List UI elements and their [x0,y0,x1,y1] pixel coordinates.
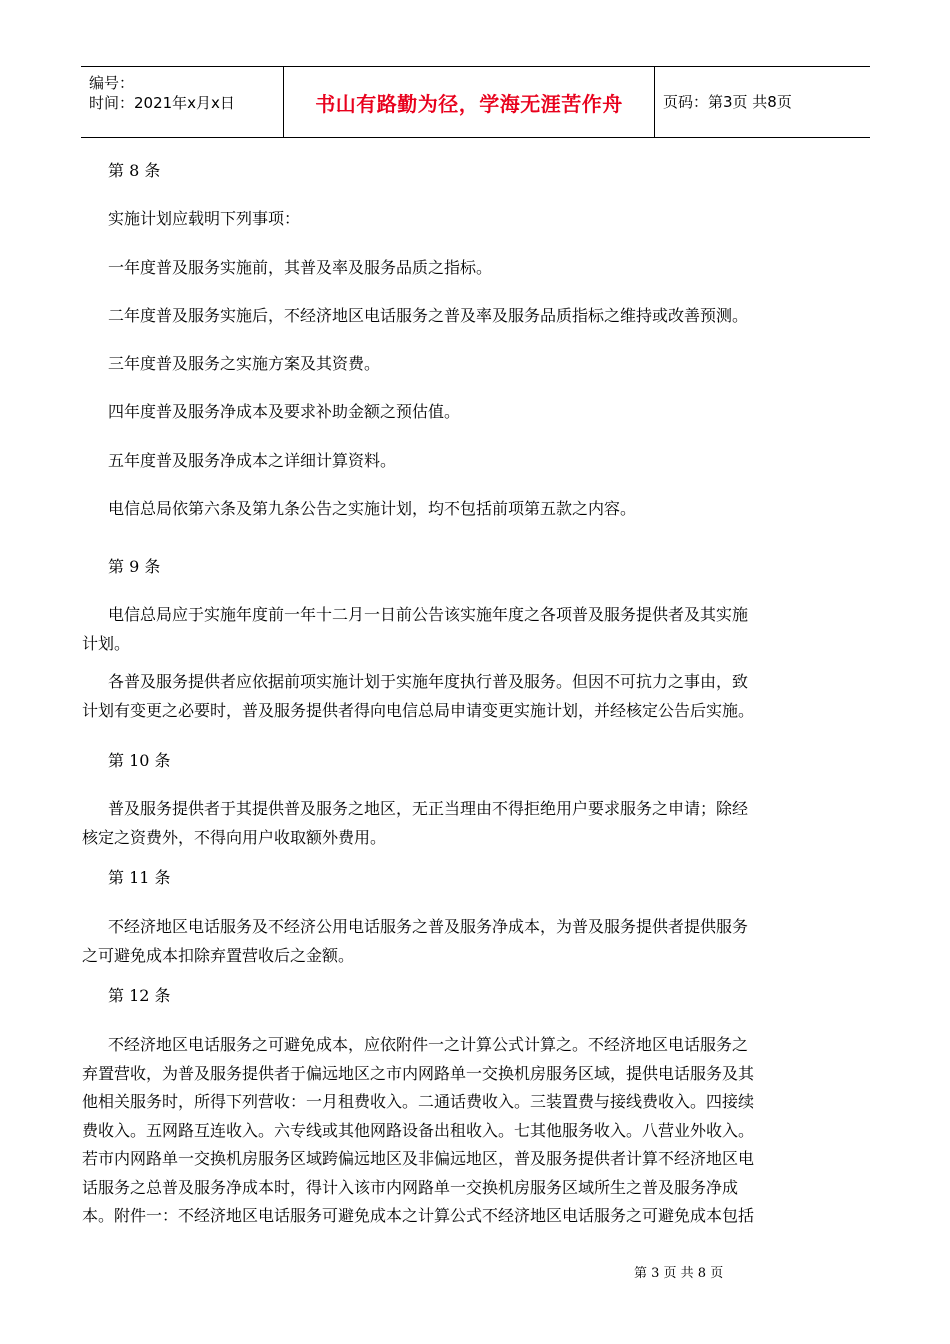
header-page-label: 页码：第3页 共8页 [663,93,792,111]
paragraph-line: 第 10 条 [108,751,171,770]
paragraph-line: 第 11 条 [108,868,171,887]
paragraph-line: 不经济地区电话服务之可避免成本，应依附件一之计算公式计算之。不经济地区电话服务之 [108,1035,749,1054]
paragraph-line: 本。附件一：不经济地区电话服务可避免成本之计算公式不经济地区电话服务之可避免成本包括 [82,1206,755,1225]
paragraph-line: 之可避免成本扣除弃置营收后之金额。 [82,945,355,965]
document-number-label: 编号： [89,74,135,92]
paragraph-line: 各普及服务提供者应依据前项实施计划于实施年度执行普及服务。但因不可抗力之事由，致 [108,672,749,691]
paragraph-line: 四年度普及服务净成本及要求补助金额之预估值。 [108,402,461,421]
header-motto: 书山有路勤为径，学海无涯苦作舟 [283,67,655,137]
header-meta [81,67,283,137]
page-header [81,66,870,138]
paragraph-line: 普及服务提供者于其提供普及服务之地区，无正当理由不得拒绝用户要求服务之申请；除经 [108,799,749,818]
paragraph-line: 第 12 条 [108,986,171,1005]
paragraph-line: 五年度普及服务净成本之详细计算资料。 [108,451,397,470]
paragraph-line: 核定之资费外，不得向用户收取额外费用。 [82,827,387,847]
paragraph-line: 费收入。五网路互连收入。六专线或其他网路设备出租收入。七其他服务收入。八营业外收入。 [82,1120,755,1140]
paragraph-line: 电信总局应于实施年度前一年十二月一日前公告该实施年度之各项普及服务提供者及其实施 [108,605,749,624]
paragraph-line: 实施计划应载明下列事项： [108,209,301,228]
paragraph-line: 话服务之总普及服务净成本时，得计入该市内网路单一交换机房服务区域所生之普及服务净成 [82,1177,739,1197]
paragraph-line: 第 9 条 [108,557,161,576]
paragraph-line: 二年度普及服务实施后，不经济地区电话服务之普及率及服务品质指标之维持或改善预测。 [108,306,749,325]
paragraph-line: 若市内网路单一交换机房服务区域跨偏远地区及非偏远地区，普及服务提供者计算不经济地区电 [82,1149,755,1168]
paragraph-line: 弃置营收，为普及服务提供者于偏远地区之市内网路单一交换机房服务区域，提供电话服务及其 [82,1063,755,1083]
paragraph-line: 电信总局依第六条及第九条公告之实施计划，均不包括前项第五款之内容。 [108,499,637,518]
paragraph-line: 计划。 [82,633,131,653]
paragraph-line: 计划有变更之必要时，普及服务提供者得向电信总局申请变更实施计划，并经核定公告后实施。 [82,700,755,720]
paragraph-line: 一年度普及服务实施前，其普及率及服务品质之指标。 [108,258,493,277]
paragraph-line: 不经济地区电话服务及不经济公用电话服务之普及服务净成本，为普及服务提供者提供服务 [108,917,749,936]
document-time-label: 时间：2021年x月x日 [89,94,235,112]
page-footer: 第 3 页 共 8 页 [634,1266,724,1281]
paragraph-line: 他相关服务时，所得下列营收：一月租费收入。二通话费收入。三装置费与接线费收入。四接续 [82,1092,755,1111]
paragraph-line: 第 8 条 [108,161,161,180]
paragraph-line: 三年度普及服务之实施方案及其资费。 [108,354,381,373]
